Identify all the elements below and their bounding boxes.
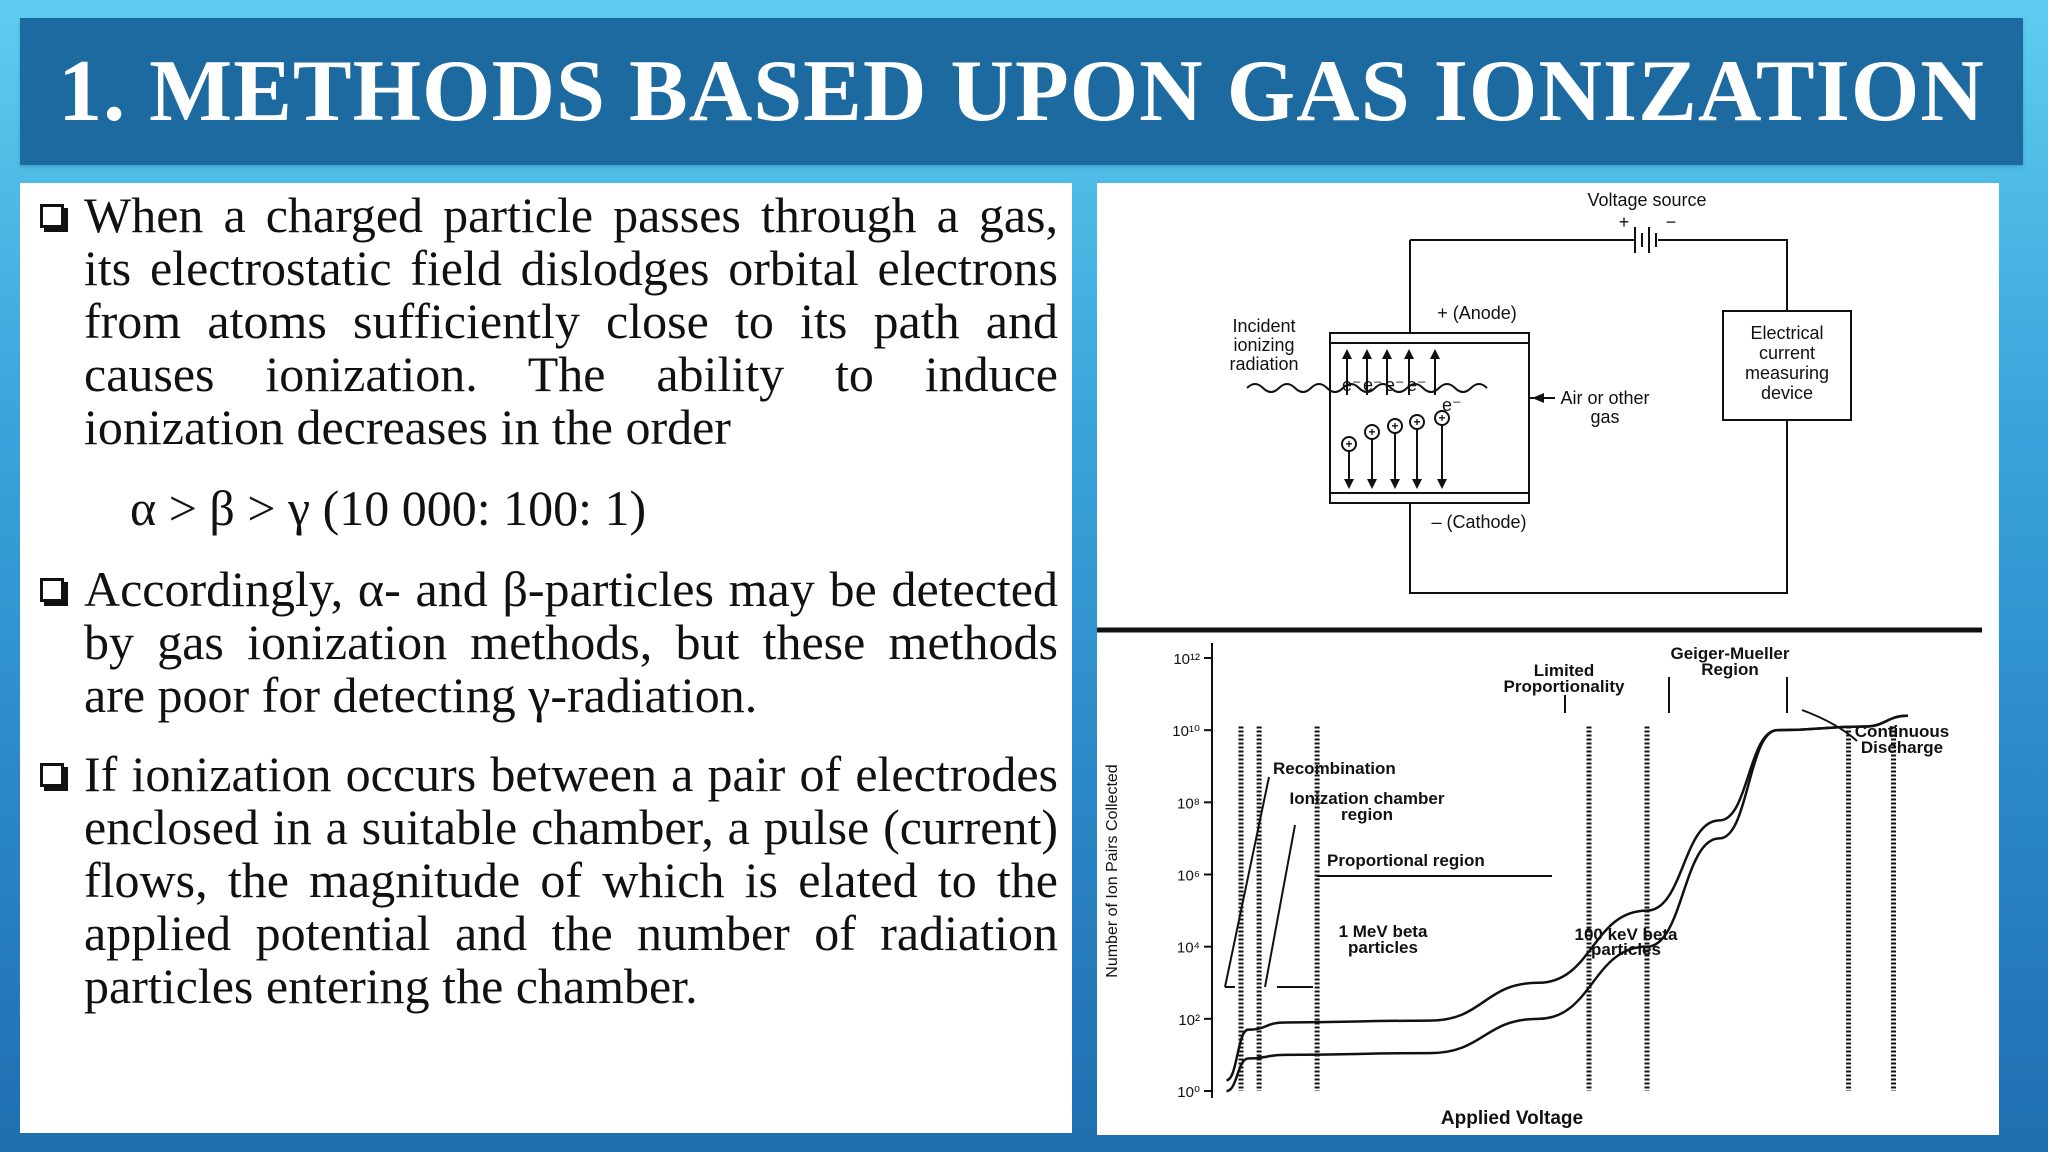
y-tick-label: 10¹² bbox=[1173, 651, 1200, 668]
wire-bottom bbox=[1410, 420, 1787, 593]
ion-sign-4: + bbox=[1413, 415, 1421, 429]
voltage-source-label: Voltage source bbox=[1587, 190, 1707, 210]
arrowhead-up-4 bbox=[1404, 349, 1414, 359]
anode-plate bbox=[1330, 333, 1529, 343]
slide-title: 1. METHODS BASED UPON GAS IONIZATION bbox=[58, 43, 1985, 140]
wire-top-right bbox=[1658, 240, 1787, 311]
limited-proportionality-label-1: Limited bbox=[1533, 661, 1595, 680]
ionization-chamber-label-1: Ionization chamber bbox=[1289, 789, 1445, 808]
arrowhead-down-5 bbox=[1437, 479, 1447, 489]
bullet-2-text: Accordingly, α- and β-particles may be detected by gas ionization methods, but these methods are poor for detecting γ-radiation. bbox=[84, 561, 1058, 723]
ionization-order-formula: α > β > γ (10 000: 100: 1) bbox=[130, 480, 647, 536]
y-axis-label: Number of Ion Pairs Collected bbox=[1104, 764, 1121, 978]
bullet-alpha-beta-detection bbox=[34, 563, 1058, 722]
ionization-chamber-label-2: region bbox=[1341, 805, 1393, 824]
checkbox-bullet-icon bbox=[40, 763, 64, 787]
electron-label-5: e⁻ bbox=[1442, 395, 1462, 415]
proportional-region-label: Proportional region bbox=[1327, 851, 1485, 870]
incident-label-3: radiation bbox=[1229, 354, 1299, 374]
electron-label-2: e⁻ bbox=[1363, 375, 1383, 395]
ionization-chamber-pointer bbox=[1265, 825, 1295, 987]
meter-label-1: Electrical bbox=[1750, 323, 1824, 343]
kev-beta-label-2: particles bbox=[1591, 940, 1661, 959]
geiger-mueller-label-1: Geiger-Mueller bbox=[1670, 644, 1790, 663]
meter-label-4: device bbox=[1760, 383, 1814, 403]
ion-sign-1: + bbox=[1345, 437, 1353, 451]
x-axis-label: Applied Voltage bbox=[1440, 1108, 1584, 1129]
arrowhead-down-2 bbox=[1367, 479, 1377, 489]
ion-sign-2: + bbox=[1368, 425, 1376, 439]
meter-label-2: current bbox=[1758, 343, 1816, 363]
arrowhead-down-4 bbox=[1412, 479, 1422, 489]
electron-label-4: e⁻ bbox=[1407, 375, 1427, 395]
cathode-label: – (Cathode) bbox=[1431, 512, 1527, 532]
gas-label-2: gas bbox=[1590, 407, 1620, 427]
bullet-gas-ionization bbox=[34, 189, 1058, 454]
checkbox-bullet-icon bbox=[40, 204, 64, 228]
ion-sign-5: + bbox=[1438, 411, 1446, 425]
y-tick-label: 10¹⁰ bbox=[1172, 723, 1200, 741]
y-tick-label: 10⁰ bbox=[1177, 1084, 1200, 1101]
arrowhead-down-3 bbox=[1390, 479, 1400, 489]
figure-panel bbox=[1097, 183, 1999, 1135]
ion-sign-3: + bbox=[1391, 419, 1399, 433]
meter-label-3: measuring bbox=[1744, 363, 1830, 383]
gas-label-1: Air or other bbox=[1560, 388, 1650, 408]
continuous-discharge-label-1: Continuous bbox=[1854, 722, 1950, 741]
electron-label-3: e⁻ bbox=[1385, 375, 1405, 395]
checkbox-bullet-icon bbox=[40, 578, 64, 602]
battery-minus-label: − bbox=[1665, 212, 1677, 232]
kev-beta-label-1: 100 keV beta bbox=[1574, 925, 1678, 944]
arrowhead-gas bbox=[1532, 393, 1544, 403]
arrowhead-up-1 bbox=[1342, 349, 1352, 359]
limited-proportionality-label-2: Proportionality bbox=[1503, 677, 1625, 696]
arrowhead-up-3 bbox=[1382, 349, 1392, 359]
arrowhead-up-5 bbox=[1430, 349, 1440, 359]
electron-label-1: e⁻ bbox=[1342, 375, 1362, 395]
y-tick-label: 10² bbox=[1178, 1011, 1200, 1029]
y-tick-label: 10⁴ bbox=[1176, 939, 1200, 957]
battery-plus-label: + bbox=[1618, 212, 1630, 232]
cathode-plate bbox=[1330, 493, 1529, 503]
bullet-1-text: When a charged particle passes through a gas, its electrostatic field dislodges orbital electrons from atoms sufficiently close to its path and causes ionization. The ability to induce ionization decreases in the order bbox=[84, 187, 1058, 455]
arrowhead-down-1 bbox=[1344, 479, 1354, 489]
continuous-discharge-label-2: Discharge bbox=[1860, 738, 1944, 757]
annotation-arrows bbox=[1225, 677, 1857, 987]
ionization-chamber-circuit bbox=[1247, 227, 1851, 593]
incident-label-1: Incident bbox=[1232, 316, 1296, 336]
arrowhead-up-2 bbox=[1362, 349, 1372, 359]
geiger-mueller-label-2: Region bbox=[1701, 660, 1759, 679]
y-axis-ticks bbox=[1172, 651, 1212, 1101]
anode-label: + (Anode) bbox=[1437, 303, 1517, 323]
incident-label-2: ionizing bbox=[1233, 335, 1295, 355]
title-bar bbox=[20, 18, 2023, 165]
recombination-label: Recombination bbox=[1273, 759, 1396, 778]
mev-beta-label-2: particles bbox=[1348, 938, 1418, 957]
y-tick-label: 10⁶ bbox=[1177, 867, 1200, 885]
text-panel bbox=[20, 183, 1072, 1133]
bullet-3-text: If ionization occurs between a pair of electrodes enclosed in a suitable chamber, a pulse (current) flows, the magnitude of which is elated to the applied potential and the number of radiation particles entering the chamber. bbox=[84, 746, 1058, 1014]
y-tick-label: 10⁸ bbox=[1176, 795, 1200, 813]
region-boundaries bbox=[1241, 727, 1894, 1091]
figure-svg bbox=[1097, 183, 1999, 1135]
mev-beta-label-1: 1 MeV beta bbox=[1338, 922, 1428, 941]
bullet-pulse-current bbox=[34, 748, 1058, 1013]
recombination-pointer bbox=[1225, 777, 1269, 987]
